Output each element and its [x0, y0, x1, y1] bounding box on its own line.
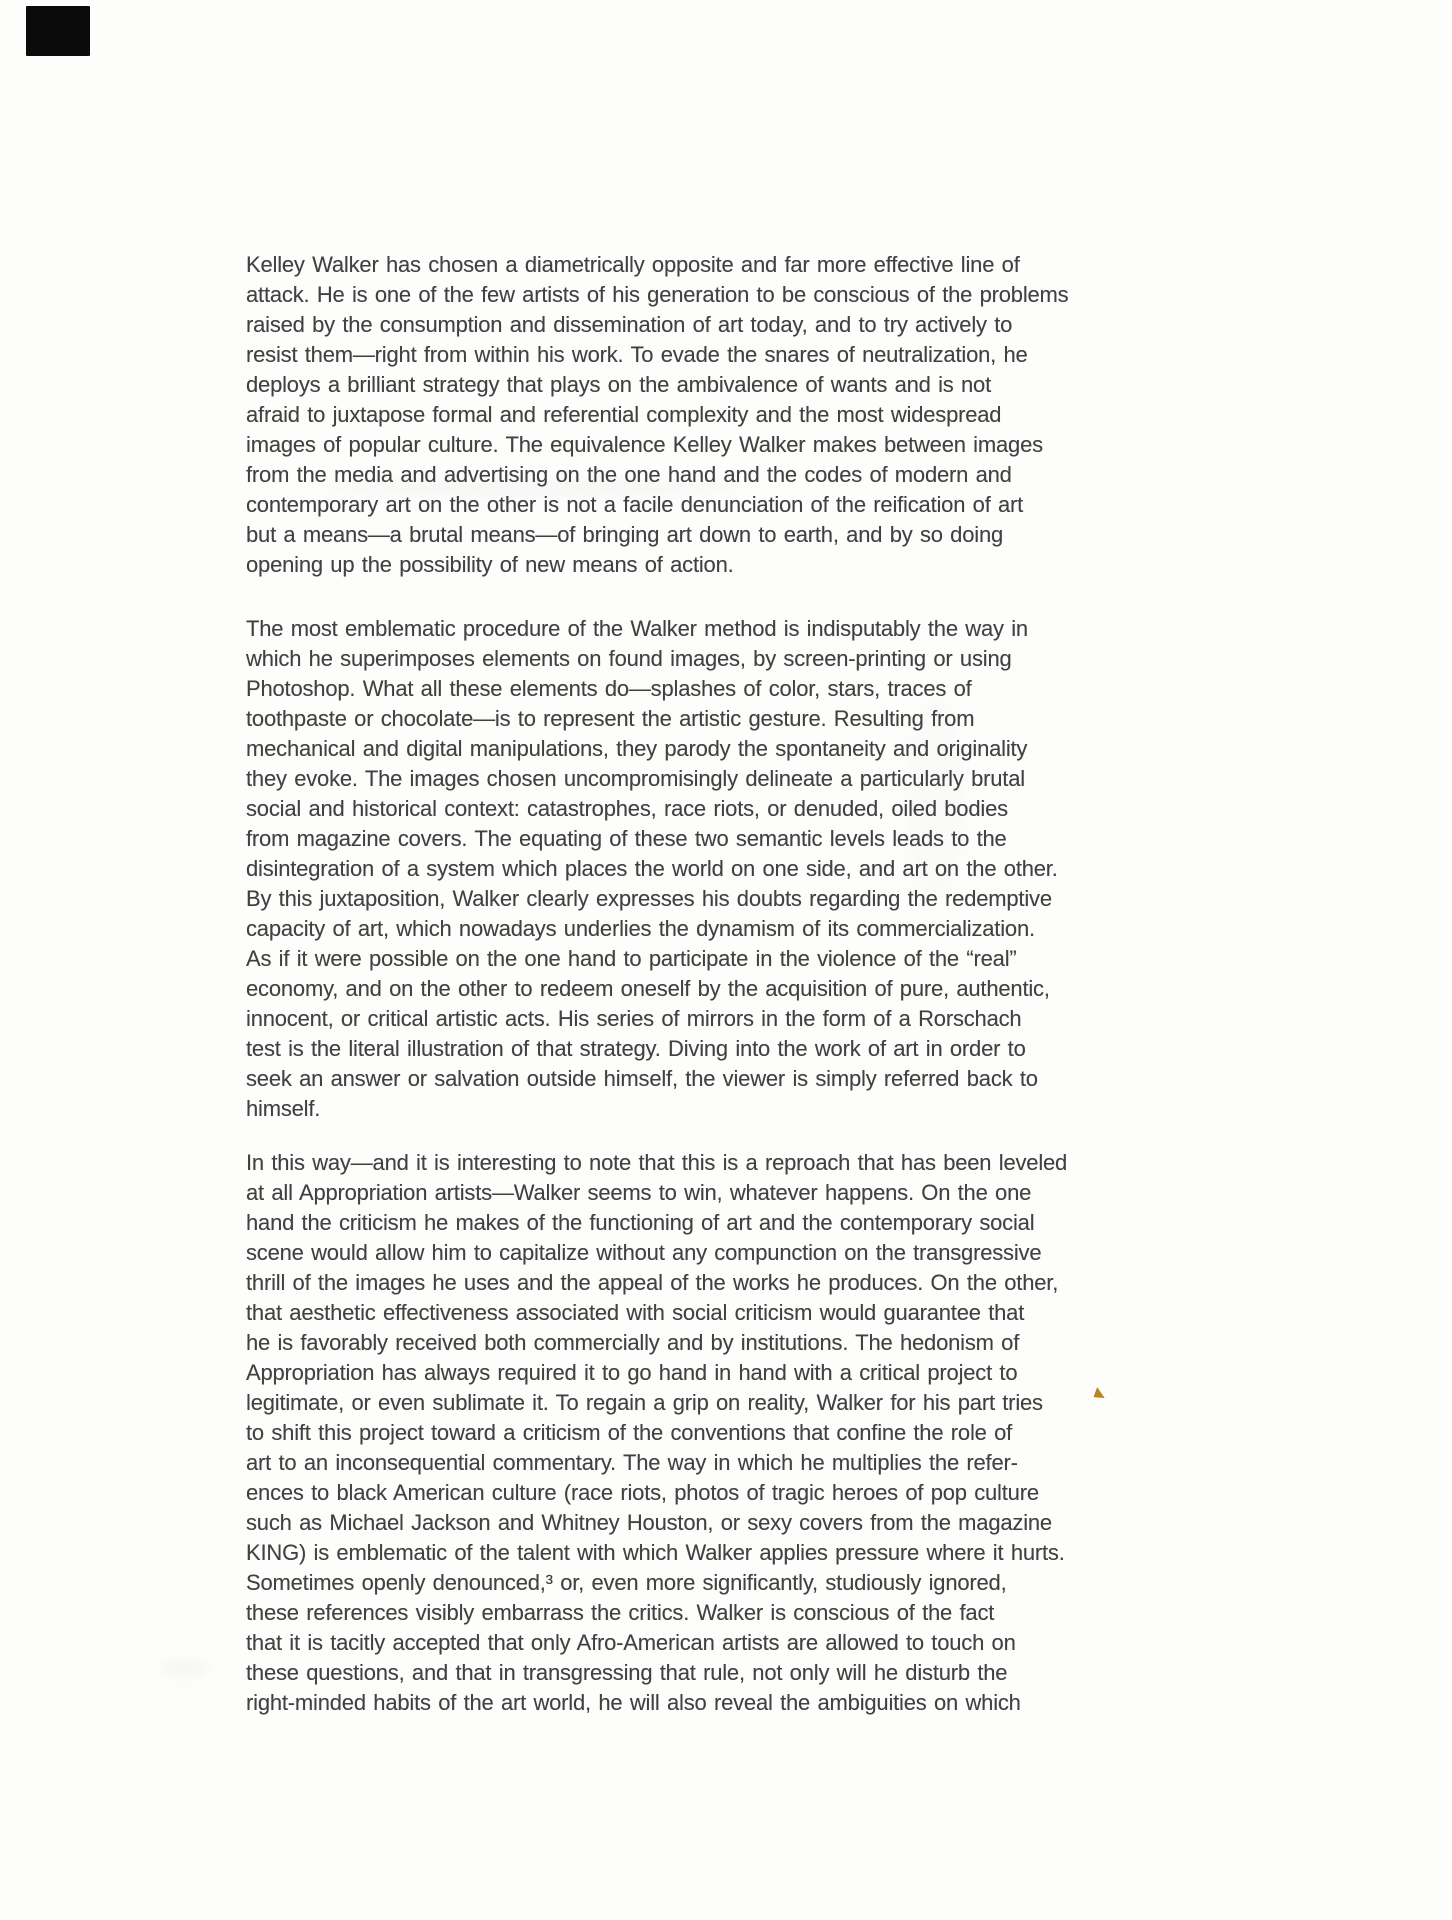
text-line: The most emblematic procedure of the Walker method is indisputably the way in: [246, 616, 1028, 641]
text-line: Appropriation has always required it to go hand in hand with a critical project to: [246, 1360, 1018, 1385]
text-line: legitimate, or even sublimate it. To regain a grip on reality, Walker for his part tries: [246, 1390, 1043, 1415]
text-line: social and historical context: catastrophes, race riots, or denuded, oiled bodies: [246, 796, 1008, 821]
text-line: but a means—a brutal means—of bringing art down to earth, and by so doing: [246, 522, 1004, 547]
text-line: hand the criticism he makes of the functioning of art and the contemporary social: [246, 1210, 1035, 1235]
text-line: afraid to juxtapose formal and referential complexity and the most widespread: [246, 402, 1002, 427]
text-line: disintegration of a system which places the world on one side, and art on the other.: [246, 856, 1058, 881]
text-line: right-minded habits of the art world, he will also reveal the ambiguities on which: [246, 1690, 1021, 1715]
text-line: these questions, and that in transgressing that rule, not only will he disturb the: [246, 1660, 1008, 1685]
text-line: which he superimposes elements on found images, by screen-printing or using: [246, 646, 1012, 671]
text-line: contemporary art on the other is not a facile denunciation of the reification of art: [246, 492, 1024, 517]
text-line: such as Michael Jackson and Whitney Houston, or sexy covers from the magazine: [246, 1510, 1052, 1535]
text-line: Photoshop. What all these elements do—splashes of color, stars, traces of: [246, 676, 972, 701]
text-line: attack. He is one of the few artists of his generation to be conscious of the problems: [246, 282, 1069, 307]
text-line: himself.: [246, 1096, 321, 1121]
text-line: mechanical and digital manipulations, they parody the spontaneity and originality: [246, 736, 1028, 761]
text-line: opening up the possibility of new means of action.: [246, 552, 734, 577]
gold-asterisk-mark: [1092, 1386, 1105, 1399]
text-line: images of popular culture. The equivalence Kelley Walker makes between images: [246, 432, 1043, 457]
paragraph: [246, 614, 1058, 1124]
text-line: at all Appropriation artists—Walker seems to win, whatever happens. On the one: [246, 1180, 1032, 1205]
text-line: innocent, or critical artistic acts. His series of mirrors in the form of a Rorschach: [246, 1006, 1022, 1031]
text-line: By this juxtaposition, Walker clearly expresses his doubts regarding the redemptive: [246, 886, 1052, 911]
text-line: scene would allow him to capitalize without any compunction on the transgressive: [246, 1240, 1042, 1265]
scanner-artifact-bar: [26, 6, 90, 56]
paragraph: [246, 1148, 1067, 1718]
text-line: capacity of art, which nowadays underlies the dynamism of its commercialization.: [246, 916, 1035, 941]
text-line: he is favorably received both commercially and by institutions. The hedonism of: [246, 1330, 1020, 1355]
text-line: economy, and on the other to redeem oneself by the acquisition of pure, authentic,: [246, 976, 1050, 1001]
text-line: from the media and advertising on the one hand and the codes of modern and: [246, 462, 1012, 487]
text-line: from magazine covers. The equating of these two semantic levels leads to the: [246, 826, 1007, 851]
text-line: to shift this project toward a criticism of the conventions that confine the role of: [246, 1420, 1013, 1445]
text-line: thrill of the images he uses and the appeal of the works he produces. On the other,: [246, 1270, 1059, 1295]
text-line: ences to black American culture (race riots, photos of tragic heroes of pop culture: [246, 1480, 1039, 1505]
text-line: Kelley Walker has chosen a diametrically opposite and far more effective line of: [246, 252, 1020, 277]
text-line: that it is tacitly accepted that only Afro-American artists are allowed to touch on: [246, 1630, 1016, 1655]
text-line: test is the literal illustration of that strategy. Diving into the work of art in order to: [246, 1036, 1026, 1061]
scan-smudge: [160, 1660, 210, 1678]
text-line: deploys a brilliant strategy that plays on the ambivalence of wants and is not: [246, 372, 991, 397]
text-line: resist them—right from within his work. To evade the snares of neutralization, he: [246, 342, 1028, 367]
text-line: toothpaste or chocolate—is to represent the artistic gesture. Resulting from: [246, 706, 975, 731]
paragraph: [246, 250, 1068, 580]
text-line: KING) is emblematic of the talent with which Walker applies pressure where it hurts.: [246, 1540, 1065, 1565]
text-line: that aesthetic effectiveness associated with social criticism would guarantee that: [246, 1300, 1025, 1325]
text-line: Sometimes openly denounced,³ or, even more significantly, studiously ignored,: [246, 1570, 1007, 1595]
text-line: seek an answer or salvation outside himself, the viewer is simply referred back to: [246, 1066, 1038, 1091]
text-line: In this way—and it is interesting to note that this is a reproach that has been leveled: [246, 1150, 1068, 1175]
text-line: these references visibly embarrass the critics. Walker is conscious of the fact: [246, 1600, 995, 1625]
text-line: As if it were possible on the one hand to participate in the violence of the “real”: [246, 946, 1017, 971]
text-line: raised by the consumption and dissemination of art today, and to try actively to: [246, 312, 1013, 337]
text-line: they evoke. The images chosen uncompromisingly delineate a particularly brutal: [246, 766, 1025, 791]
text-line: art to an inconsequential commentary. The way in which he multiplies the refer-: [246, 1450, 1018, 1475]
